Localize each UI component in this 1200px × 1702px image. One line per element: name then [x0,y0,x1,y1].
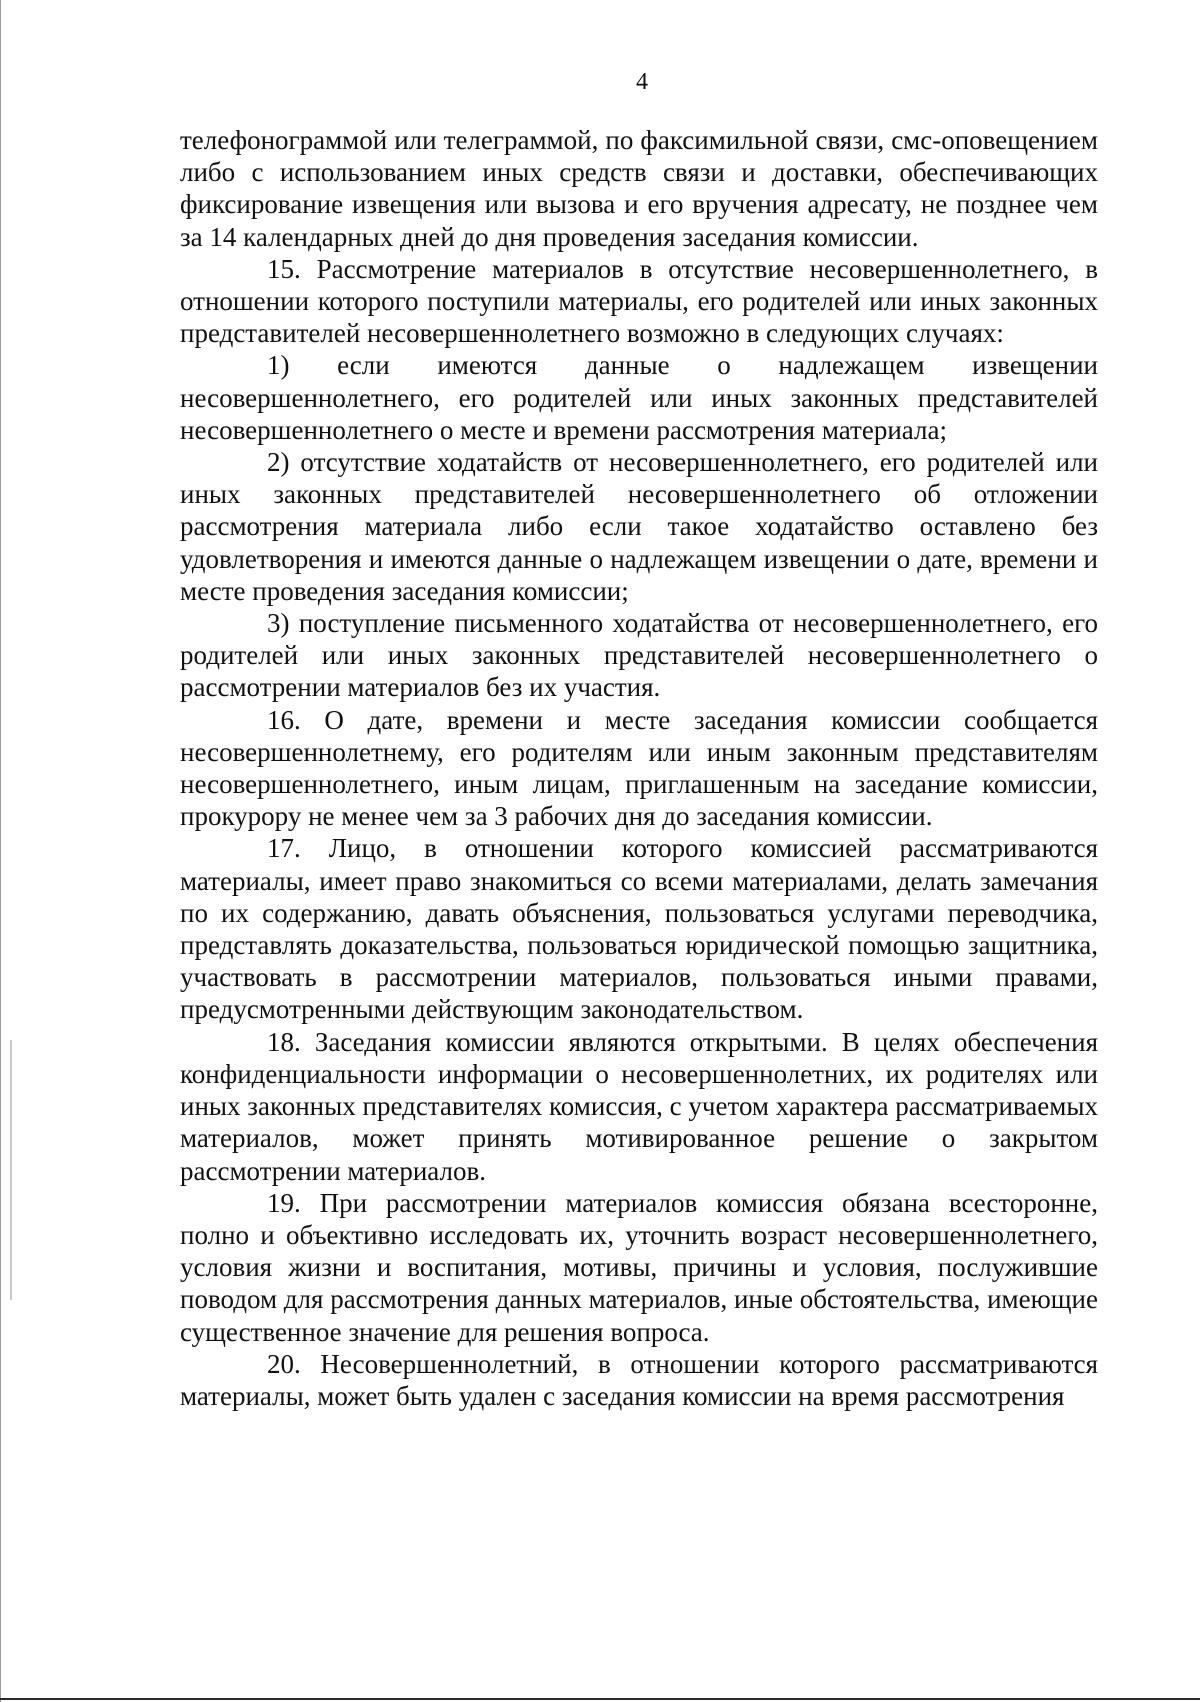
paragraph-18: 18. Заседания комиссии являются открытыми. В целях обеспечения конфиденциальности информации о несовершеннолетних, их родителях или иных законных представителях комиссия, с учетом характера рассматриваемых материалов, может принять мотивированное решение о закрытом рассмотрении материалов. [180,1026,1098,1186]
paragraph-16: 16. О дате, времени и месте заседания комиссии сообщается несовершеннолетнему, его родителям или иным законным представителям несовершеннолетнего, иным лицам, приглашенным на заседание комиссии, прокурору не менее чем за 3 рабочих дня до заседания комиссии. [180,704,1098,832]
page-number: 4 [636,69,648,95]
paragraph-20: 20. Несовершеннолетний, в отношении которого рассматриваются материалы, может быть удален с заседания комиссии на время рассмотрения [180,1348,1098,1411]
paragraph-15-item-1: 1) если имеются данные о надлежащем извещении несовершеннолетнего, его родителей или иных законных представителей несовершеннолетнего о месте и времени рассмотрения материала; [180,350,1098,445]
document-body [180,124,1098,1412]
paragraph-continuation: телефонограммой или телеграммой, по факсимильной связи, смс-оповещением либо с использованием иных средств связи и доставки, обеспечивающих фиксирование извещения или вызова и его вручения адресату, не позднее чем за 14 календарных дней до дня проведения заседания комиссии. [180,125,1098,252]
scan-edge-bottom [0,1698,1200,1700]
scan-mark [10,1040,12,1300]
paragraph-19: 19. При рассмотрении материалов комиссия обязана всесторонне, полно и объективно исследовать их, уточнить возраст несовершеннолетнего, условия жизни и воспитания, мотивы, причины и условия, послужившие поводом для рассмотрения данных материалов, иные обстоятельства, имеющие существенное значение для решения вопроса. [180,1187,1098,1347]
paragraph-17: 17. Лицо, в отношении которого комиссией рассматриваются материалы, имеет право знакомиться со всеми материалами, делать замечания по их содержанию, давать объяснения, пользоваться услугами переводчика, представлять доказательства, пользоваться юридической помощью защитника, участвовать в рассмотрении материалов, пользоваться иными правами, предусмотренными действующим законодательством. [180,833,1098,1025]
paragraph-15-item-3: 3) поступление письменного ходатайства от несовершеннолетнего, его родителей или иных законных представителей несовершеннолетнего о рассмотрении материалов без их участия. [180,608,1098,703]
paragraph-15-item-2: 2) отсутствие ходатайств от несовершеннолетнего, его родителей или иных законных представителей несовершеннолетнего об отложении рассмотрения материала либо если такое ходатайство оставлено без удовлетворения и имеются данные о надлежащем извещении о дате, времени и месте проведения заседания комиссии; [180,447,1098,606]
scan-edge-left [0,0,1,1702]
paragraph-15: 15. Рассмотрение материалов в отсутствие несовершеннолетнего, в отношении которого поступили материалы, его родителей или иных законных представителей несовершеннолетнего возможно в следующих случаях: [180,253,1098,349]
